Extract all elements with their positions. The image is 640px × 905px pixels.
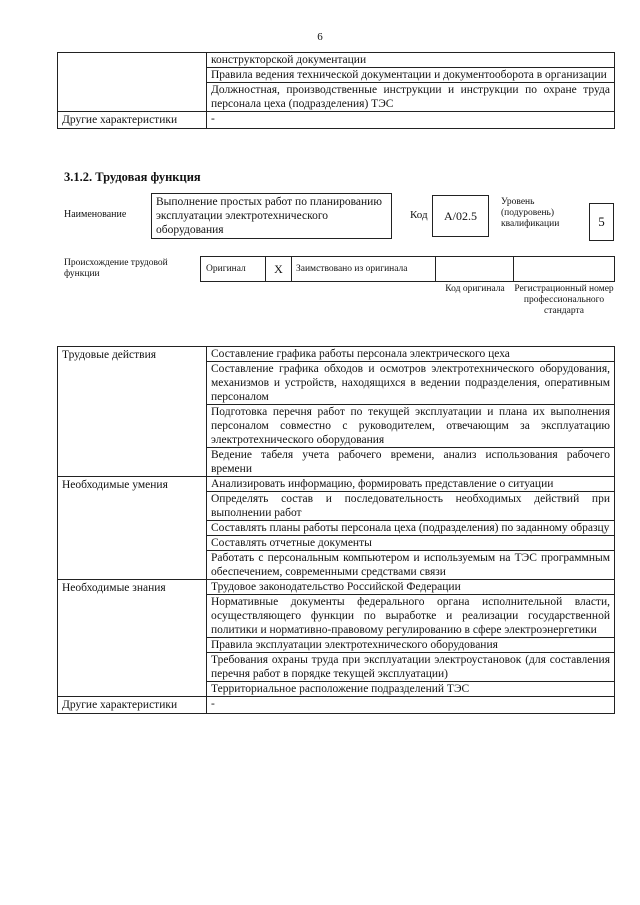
row-item: Определять состав и последовательность необходимых действий при выполнении работ (207, 492, 615, 521)
reg-number-cell (514, 257, 614, 281)
row-item: Территориальное расположение подразделений ТЭС (207, 682, 615, 697)
origin-label: Происхождение трудовой функции (64, 258, 168, 279)
row-label (58, 53, 207, 112)
reg-number-caption: Регистрационный номер профессионального стандарта (514, 284, 614, 316)
row-item: Правила ведения технической документации и документооборота в организации (207, 68, 615, 83)
row-item: Составлять планы работы персонала цеха (подразделения) по заданному образцу (207, 521, 615, 536)
table-row (58, 580, 615, 595)
table-row (58, 112, 615, 129)
row-item: Подготовка перечня работ по текущей эксплуатации и плана их выполнения персоналом совместно с руководителем, отвечающим за эксплуатацию электротехнического оборудования (207, 405, 615, 448)
table-row (58, 347, 615, 362)
row-item: Ведение табеля учета рабочего времени, анализ использования рабочего времени (207, 448, 615, 477)
function-name-box: Выполнение простых работ по планированию эксплуатации электротехнического оборудования (151, 193, 392, 239)
row-item: Должностная, производственные инструкции и инструкции по охране труда персонала цеха (подразделения) ТЭС (207, 83, 615, 112)
row-item: Требования охраны труда при эксплуатации электроустановок (для составления перечня работ в порядке текущей эксплуатации) (207, 653, 615, 682)
level-value-box: 5 (589, 203, 614, 241)
page-number: 6 (317, 31, 323, 43)
row-label: Необходимые знания (58, 580, 207, 697)
code-original-cell (436, 257, 514, 281)
main-table (57, 346, 615, 714)
top-table (57, 52, 615, 129)
row-item: Правила эксплуатации электротехнического оборудования (207, 638, 615, 653)
origin-original-cell: Оригинал (201, 257, 266, 281)
origin-row (200, 256, 615, 282)
row-label: Трудовые действия (58, 347, 207, 477)
row-item: Трудовое законодательство Российской Федерации (207, 580, 615, 595)
level-label: Уровень (подуровень) квалификации (501, 197, 560, 229)
code-original-caption: Код оригинала (445, 284, 505, 294)
row-item: конструкторской документации (207, 53, 615, 68)
row-item: Нормативные документы федерального органа исполнительной власти, осуществляющего функции по выработке и реализации государственной политики и нормативно-правовому регулированию в сфере электроэнергетики (207, 595, 615, 638)
origin-mark-cell: X (266, 257, 292, 281)
origin-borrowed-cell: Заимствовано из оригинала (292, 257, 436, 281)
code-label: Код (410, 209, 428, 221)
row-item: Составление графика обходов и осмотров электротехнического оборудования, механизмов и устройств, находящихся в ведении подразделения, оперативным персоналом (207, 362, 615, 405)
row-item: Работать с персональным компьютером и используемым на ТЭС программным обеспечением, современными средствами связи (207, 551, 615, 580)
row-item: - (207, 112, 615, 129)
table-row (58, 477, 615, 492)
name-label: Наименование (64, 209, 127, 220)
code-value-box: А/02.5 (432, 195, 489, 237)
row-item: Составление графика работы персонала электрического цеха (207, 347, 615, 362)
row-item: Составлять отчетные документы (207, 536, 615, 551)
row-item: - (207, 697, 615, 714)
row-label: Другие характеристики (58, 112, 207, 129)
section-heading: 3.1.2. Трудовая функция (64, 170, 201, 184)
row-label: Другие характеристики (58, 697, 207, 714)
row-label: Необходимые умения (58, 477, 207, 580)
table-row (58, 697, 615, 714)
row-item: Анализировать информацию, формировать представление о ситуации (207, 477, 615, 492)
table-row (58, 53, 615, 68)
